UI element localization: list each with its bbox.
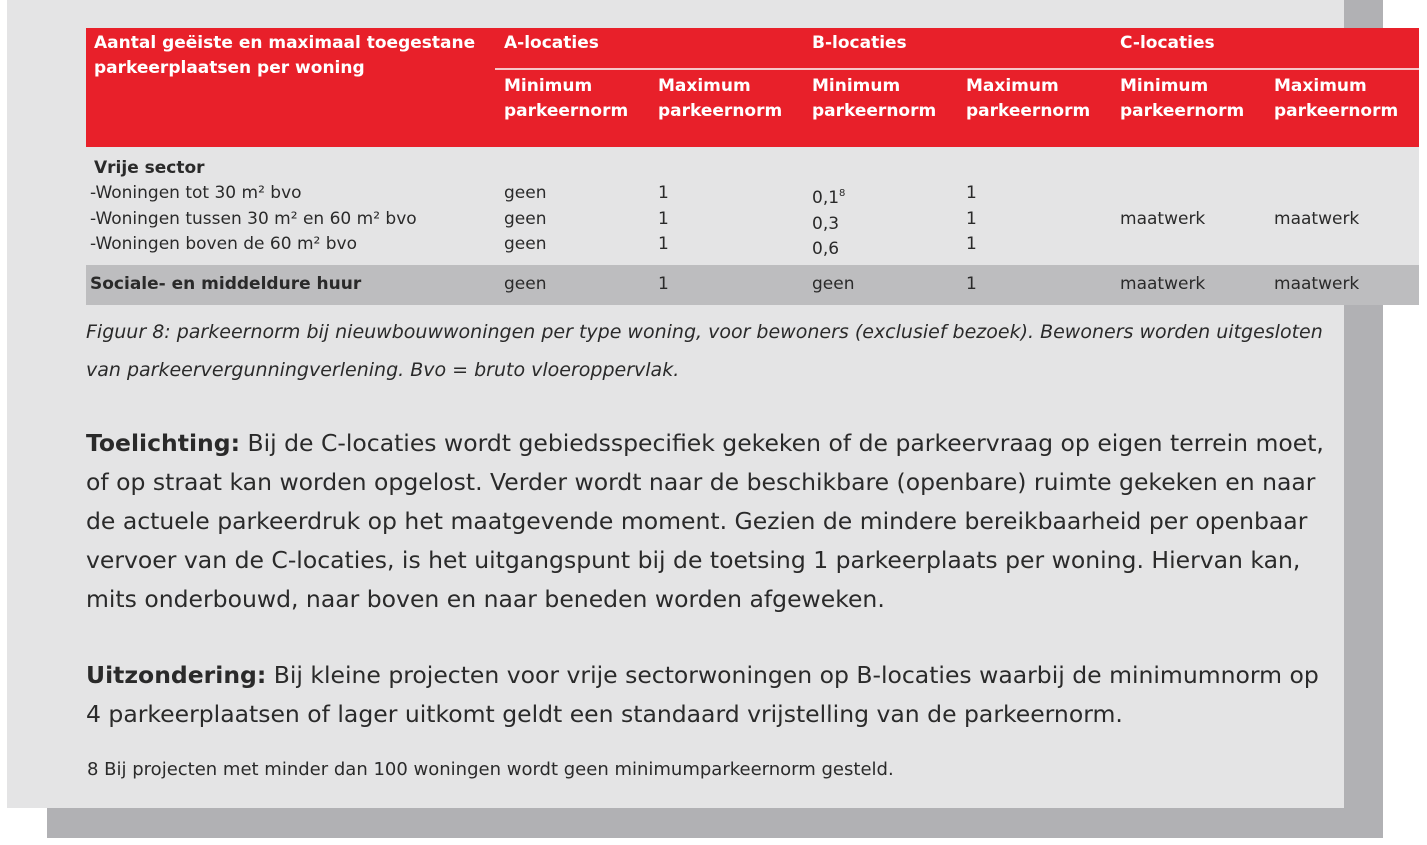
header-c-minimum: Minimum parkeernorm (1111, 69, 1265, 147)
cell-value: geen (504, 183, 547, 204)
row-label-boven-60: -Woningen boven de 60 m² bvo (90, 233, 357, 254)
cell-value (812, 181, 957, 211)
b-min-cells (803, 152, 957, 265)
table-row-sociale-huur (86, 265, 1419, 305)
cell-value: maatwerk (1120, 208, 1206, 229)
toelichting-text: Bij de C-locaties wordt gebiedsspecifiek gekeken of de parkeervraag op eigen terrein moet, of op straat kan worden opgelost. Verder wordt naar de beschikbare (openbare) ruimte gekeken en naar de actuele parkeerdruk op het maatgevende moment. Gezien de mindere bereikbaarheid per openbaar vervoer van de C-locaties, is het uitgangspunt bij de toetsing 1 parkeerplaats per woning. Hiervan kan, mits onderbouwd, naar boven en naar beneden worden afgeweken. (86, 429, 1324, 613)
figure-caption: Figuur 8: parkeernorm bij nieuwbouwwoningen per type woning, voor bewoners (exclusief bezoek). Bewoners worden uitgesloten van parkeervergunningverlening. Bvo = bruto vloeroppervlak. (86, 321, 1323, 381)
vrije-sector-title: Vrije sector (94, 158, 205, 178)
cell-value: 1 (966, 208, 977, 229)
row-label-30-60: -Woningen tussen 30 m² en 60 m² bvo (90, 208, 417, 229)
cell-value: 1 (658, 233, 669, 254)
header-a-minimum: Minimum parkeernorm (495, 69, 649, 147)
sociale-label: Sociale- en middeldure huur (90, 273, 362, 294)
cell-value: 1 (658, 208, 669, 229)
header-b-minimum: Minimum parkeernorm (803, 69, 957, 147)
cell-value: geen (803, 265, 957, 305)
header-a-maximum: Maximum parkeernorm (649, 69, 803, 147)
cell-value: maatwerk (1111, 265, 1265, 305)
table-header-row-groups (86, 28, 1419, 69)
cell-value: geen (495, 265, 649, 305)
cell-value: 1 (957, 265, 1111, 305)
b-max-cells (957, 152, 1111, 265)
header-b-maximum: Maximum parkeernorm (957, 69, 1111, 147)
header-c-maximum: Maximum parkeernorm (1265, 69, 1419, 147)
uitzondering-text: Bij kleine projecten voor vrije sectorwoningen op B-locaties waarbij de minimumnorm op 4 parkeerplaatsen of lager uitkomt geldt een standaard vrijstelling van de parkeernorm. (86, 661, 1319, 728)
table-row-vrije-sector (86, 152, 1419, 265)
footnote-ref: 8 (839, 188, 846, 200)
cell-value: 1 (966, 233, 977, 254)
c-min-cells (1111, 152, 1265, 265)
header-c-locaties: C-locaties (1111, 28, 1419, 69)
cell-value (1120, 181, 1265, 206)
a-min-cells (495, 152, 649, 265)
uitzondering-paragraph (86, 656, 1331, 734)
toelichting-label: Toelichting: (86, 429, 241, 457)
header-a-locaties: A-locaties (495, 28, 803, 69)
cell-value: geen (504, 233, 547, 254)
cell-value: geen (504, 208, 547, 229)
cell-value: 0,6 (812, 238, 840, 259)
cell-value-text: 0,1 (812, 188, 840, 209)
a-max-cells (649, 152, 803, 265)
cell-value: 1 (649, 265, 803, 305)
cell-value: maatwerk (1274, 208, 1360, 229)
parking-norm-table (86, 28, 1419, 305)
cell-value (1274, 181, 1419, 206)
cell-value: 1 (966, 183, 977, 204)
c-max-cells (1265, 152, 1419, 265)
cell-value (1120, 232, 1265, 257)
toelichting-paragraph (86, 424, 1331, 619)
cell-value: 1 (658, 183, 669, 204)
header-b-locaties: B-locaties (803, 28, 1111, 69)
footnote: 8 Bij projecten met minder dan 100 woningen wordt geen minimumparkeernorm gesteld. (87, 759, 894, 780)
cell-value (1274, 232, 1419, 257)
row-label-tot-30: -Woningen tot 30 m² bvo (90, 183, 302, 204)
vrije-sector-labels (86, 152, 495, 265)
cell-value: 0,3 (812, 213, 840, 234)
uitzondering-label: Uitzondering: (86, 661, 267, 689)
cell-value: maatwerk (1265, 265, 1419, 305)
table-main-header: Aantal geëiste en maximaal toegestane parkeerplaatsen per woning (86, 28, 495, 147)
